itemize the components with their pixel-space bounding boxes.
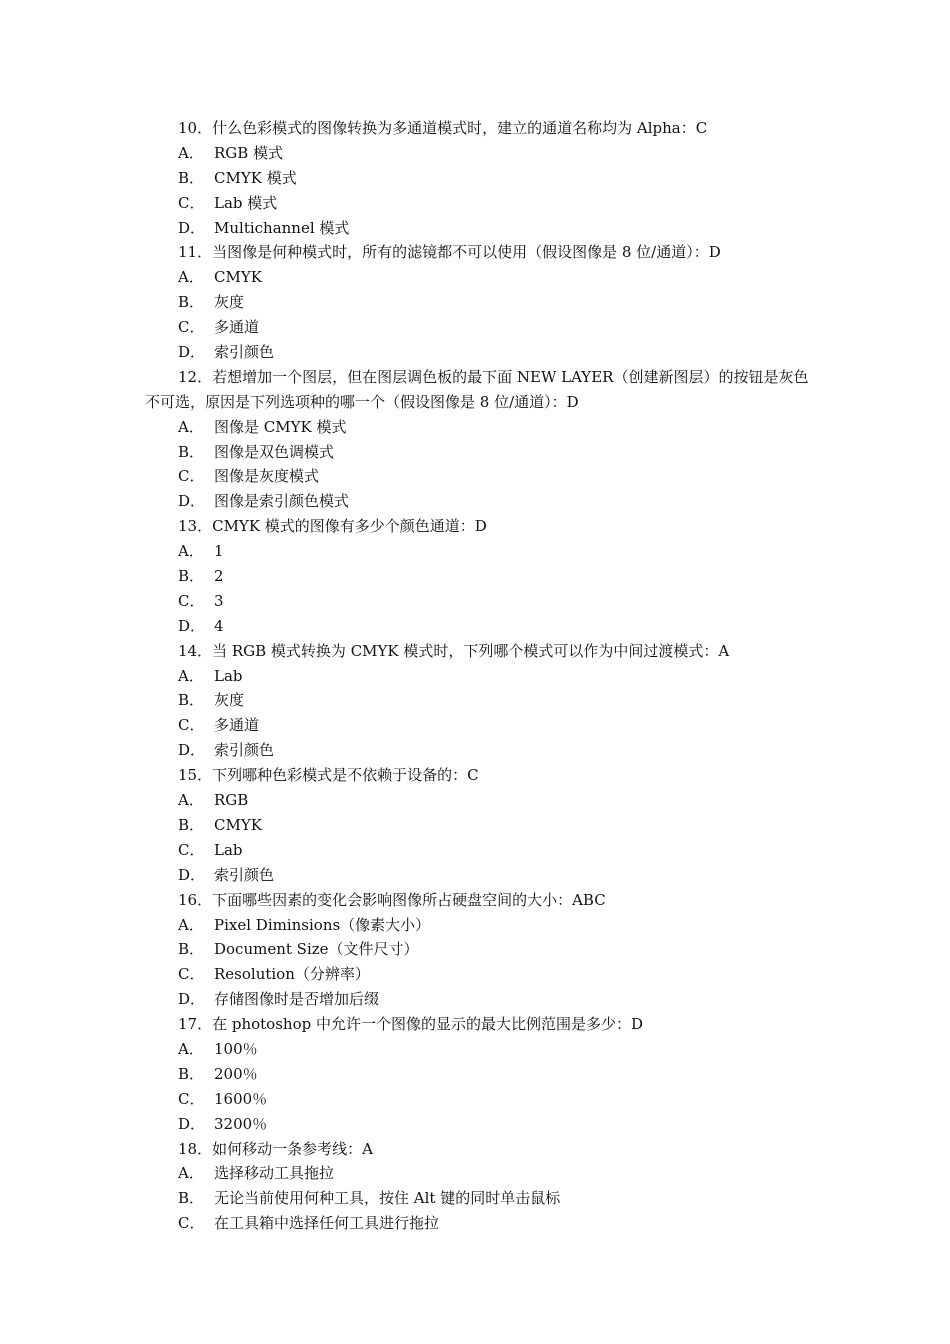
question-12 — [145, 365, 870, 390]
option-c — [145, 1087, 870, 1112]
question-13 — [145, 514, 870, 539]
option-letter: B． — [178, 293, 205, 312]
option-letter: C． — [178, 467, 205, 486]
option-letter: D． — [178, 990, 206, 1009]
option-text: 2 — [214, 567, 224, 586]
option-d — [145, 340, 870, 365]
option-letter: C． — [178, 840, 205, 859]
question-11 — [145, 240, 870, 265]
option-letter: D． — [178, 492, 206, 511]
option-c — [145, 838, 870, 863]
option-letter: C． — [178, 318, 205, 337]
option-letter: A． — [178, 1039, 204, 1058]
option-c — [145, 962, 870, 987]
question-text: 如何移动一条参考线：A — [212, 1139, 373, 1158]
option-d — [145, 738, 870, 763]
option-b — [145, 937, 870, 962]
option-c — [145, 1211, 870, 1236]
question-number: 17． — [178, 1015, 213, 1034]
option-text: Multichannel 模式 — [214, 218, 350, 237]
option-text: 图像是双色调模式 — [214, 442, 335, 461]
question-number: 10． — [178, 119, 213, 137]
option-text: Lab 模式 — [214, 193, 278, 212]
question-text: 下面哪些因素的变化会影响图像所占硬盘空间的大小：ABC — [212, 890, 606, 909]
option-letter: A． — [178, 666, 204, 685]
option-letter: B． — [178, 940, 205, 959]
option-text: RGB 模式 — [214, 143, 284, 162]
question-14 — [145, 639, 870, 664]
option-text: 选择移动工具拖拉 — [214, 1164, 335, 1183]
option-text: 100％ — [214, 1039, 258, 1058]
option-a — [145, 539, 870, 564]
question-list — [145, 116, 870, 1236]
option-b — [145, 290, 870, 315]
question-15 — [145, 763, 870, 788]
question-text: CMYK 模式的图像有多少个颜色通道：D — [212, 517, 487, 536]
option-letter: B． — [178, 168, 205, 187]
option-d — [145, 863, 870, 888]
question-number: 18． — [178, 1139, 213, 1158]
option-text: Pixel Diminsions（像素大小） — [214, 915, 431, 934]
option-letter: B． — [178, 567, 205, 586]
option-d — [145, 489, 870, 514]
option-a — [145, 664, 870, 689]
option-letter: A． — [178, 417, 204, 436]
option-text: 无论当前使用何种工具，按住 Alt 键的同时单击鼠标 — [214, 1189, 561, 1208]
option-text: 图像是 CMYK 模式 — [214, 417, 347, 436]
option-letter: D． — [178, 616, 206, 635]
option-c — [145, 464, 870, 489]
option-letter: C． — [178, 716, 205, 735]
option-letter: C． — [178, 1214, 205, 1233]
question-text: 什么色彩模式的图像转换为多通道模式时，建立的通道名称均为 Alpha：C — [212, 119, 708, 137]
option-letter: A． — [178, 268, 204, 287]
question-12-continuation: 不可选，原因是下列选项种的哪一个（假设图像是 8 位/通道）：D — [145, 392, 579, 411]
option-text: Resolution（分辨率） — [214, 965, 370, 984]
question-number: 16． — [178, 890, 213, 909]
option-text: 在工具箱中选择任何工具进行拖拉 — [214, 1214, 440, 1233]
option-letter: B． — [178, 442, 205, 461]
option-text: 3 — [214, 591, 224, 610]
option-letter: A． — [178, 143, 204, 162]
option-text: 存储图像时是否增加后缀 — [214, 990, 380, 1009]
question-number: 12． — [178, 367, 213, 386]
option-letter: D． — [178, 741, 206, 760]
question-number: 14． — [178, 641, 213, 660]
option-a — [145, 415, 870, 440]
option-letter: C． — [178, 591, 205, 610]
option-letter: C． — [178, 193, 205, 212]
option-text: 200％ — [214, 1064, 258, 1083]
option-letter: B． — [178, 1189, 205, 1208]
question-number: 15． — [178, 766, 213, 785]
option-b — [145, 1062, 870, 1087]
option-b — [145, 440, 870, 465]
option-letter: A． — [178, 542, 204, 561]
option-c — [145, 589, 870, 614]
option-d — [145, 614, 870, 639]
option-a — [145, 265, 870, 290]
option-text: 图像是索引颜色模式 — [214, 492, 350, 511]
question-18 — [145, 1137, 870, 1162]
option-letter: D． — [178, 1114, 206, 1133]
option-b — [145, 688, 870, 713]
question-10 — [145, 116, 870, 141]
option-b — [145, 166, 870, 191]
option-b — [145, 564, 870, 589]
option-letter: B． — [178, 691, 205, 710]
option-text: 索引颜色 — [214, 865, 275, 884]
question-text: 在 photoshop 中允许一个图像的显示的最大比例范围是多少：D — [212, 1015, 644, 1034]
option-letter: A． — [178, 915, 204, 934]
option-a — [145, 1037, 870, 1062]
option-text: 1 — [214, 542, 224, 561]
option-text: Lab — [214, 840, 243, 859]
question-16 — [145, 888, 870, 913]
option-text: 图像是灰度模式 — [214, 467, 320, 486]
option-text: 4 — [214, 616, 224, 635]
option-text: 多通道 — [214, 716, 260, 735]
option-d — [145, 216, 870, 241]
option-c — [145, 315, 870, 340]
option-letter: D． — [178, 865, 206, 884]
question-17 — [145, 1012, 870, 1037]
option-text: 1600％ — [214, 1089, 268, 1108]
option-letter: B． — [178, 815, 205, 834]
option-a — [145, 913, 870, 938]
question-text: 下列哪种色彩模式是不依赖于设备的：C — [212, 766, 479, 785]
question-text: 若想增加一个图层，但在图层调色板的最下面 NEW LAYER（创建新图层）的按钮是灰色 — [212, 367, 809, 386]
option-text: Lab — [214, 666, 243, 685]
option-text: Document Size（文件尺寸） — [214, 940, 419, 959]
question-number: 11． — [178, 243, 213, 262]
option-b — [145, 1186, 870, 1211]
option-text: 灰度 — [214, 293, 245, 312]
option-text: CMYK — [214, 268, 262, 287]
option-a — [145, 1161, 870, 1186]
option-d — [145, 1112, 870, 1137]
option-letter: C． — [178, 965, 205, 984]
option-text: CMYK 模式 — [214, 168, 297, 187]
option-a — [145, 141, 870, 166]
option-d — [145, 987, 870, 1012]
option-letter: A． — [178, 791, 204, 810]
option-text: 3200％ — [214, 1114, 268, 1133]
question-text: 当 RGB 模式转换为 CMYK 模式时，下列哪个模式可以作为中间过渡模式：A — [212, 641, 730, 660]
option-text: RGB — [214, 791, 249, 810]
option-text: CMYK — [214, 815, 262, 834]
option-letter: B． — [178, 1064, 205, 1083]
option-letter: D． — [178, 343, 206, 362]
option-text: 索引颜色 — [214, 343, 275, 362]
option-letter: D． — [178, 218, 206, 237]
option-text: 索引颜色 — [214, 741, 275, 760]
option-letter: C． — [178, 1089, 205, 1108]
option-b — [145, 813, 870, 838]
option-text: 灰度 — [214, 691, 245, 710]
option-letter: A． — [178, 1164, 204, 1183]
question-number: 13． — [178, 517, 213, 536]
option-c — [145, 191, 870, 216]
option-c — [145, 713, 870, 738]
question-text: 当图像是何种模式时，所有的滤镜都不可以使用（假设图像是 8 位/通道）：D — [212, 243, 721, 262]
option-a — [145, 788, 870, 813]
option-text: 多通道 — [214, 318, 260, 337]
